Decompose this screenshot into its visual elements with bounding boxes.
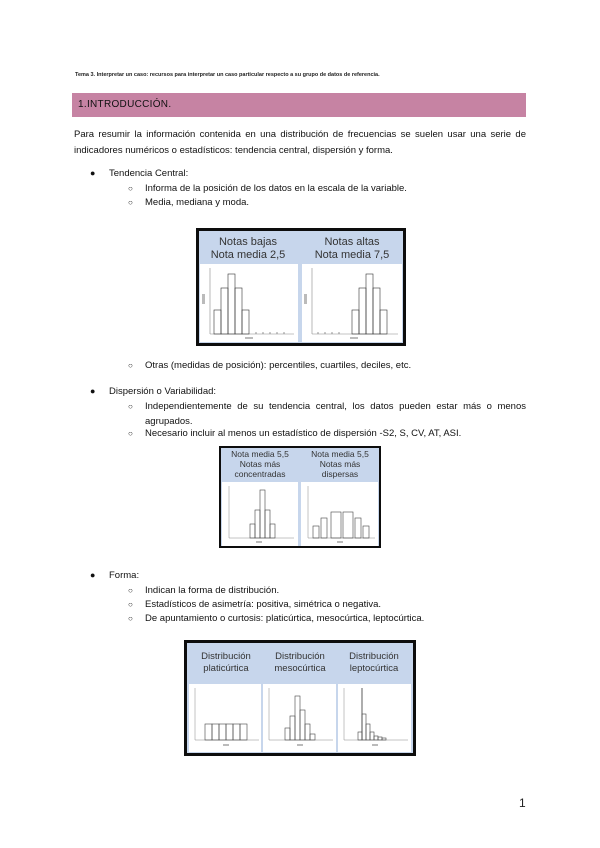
histogram-low	[200, 264, 298, 342]
bullet-circle-icon: ○	[128, 361, 133, 370]
sub-bullet-tendencia-2	[128, 195, 525, 210]
figure-caption-concentrated	[221, 449, 299, 482]
sub-bullet-dispersion-1	[128, 399, 526, 429]
section-title: 1.INTRODUCCIÓN.	[78, 99, 172, 110]
sub-bullet-text: Indican la forma de distribución.	[145, 585, 280, 596]
bullet-dot-icon: ●	[90, 570, 96, 580]
sub-bullet-forma-2	[128, 597, 525, 612]
figure-caption-leptokurtic	[338, 651, 410, 675]
header-note: Tema 3. Interpretar un caso: recursos para interpretar un caso particular respecto a su grupo de datos de referencia.	[75, 72, 380, 78]
caption-line: Notas más	[239, 459, 281, 469]
sub-bullet-forma-3	[128, 611, 525, 626]
caption-line: Nota media 7,5	[314, 249, 390, 261]
figure-caption-low	[199, 236, 297, 262]
bullet-tendencia-label: Tendencia Central:	[109, 168, 189, 179]
sub-bullet-text: Necesario incluir al menos un estadístico de dispersión -S2, S, CV, AT, ASI.	[145, 428, 462, 439]
histogram-concentrated	[222, 482, 298, 546]
bullet-dot-icon: ●	[90, 168, 96, 178]
caption-line: Nota media 5,5	[231, 449, 289, 459]
histogram-platykurtic-chart	[189, 684, 261, 752]
caption-line: platicúrtica	[203, 663, 249, 674]
bullet-circle-icon: ○	[128, 600, 133, 609]
sub-bullet-text: Otras (medidas de posición): percentiles, cuartiles, deciles, etc.	[145, 360, 412, 371]
bullet-circle-icon: ○	[128, 614, 133, 623]
bullet-circle-icon: ○	[128, 198, 133, 207]
caption-line: Distribución	[275, 651, 325, 662]
figure-caption-platykurtic	[190, 651, 262, 675]
histogram-mesokurtic-chart	[263, 684, 336, 752]
figure-kurtosis	[184, 640, 416, 756]
bullet-circle-icon: ○	[128, 586, 133, 595]
histogram-dispersed-chart	[301, 482, 378, 546]
figure-dispersion	[219, 446, 381, 548]
sub-bullet-tendencia-3	[128, 358, 525, 373]
sub-bullet-text: Independientemente de su tendencia central, los datos pueden estar más o menos agrupados.	[145, 401, 526, 427]
histogram-high-chart	[302, 264, 402, 342]
bullet-circle-icon: ○	[128, 402, 133, 411]
bullet-circle-icon: ○	[128, 184, 133, 193]
sub-bullet-text: De apuntamiento o curtosis: platicúrtica, mesocúrtica, leptocúrtica.	[145, 613, 425, 624]
figure-caption-mesokurtic	[264, 651, 336, 675]
figure-caption-dispersed	[301, 449, 379, 482]
bullet-dispersion	[90, 386, 217, 397]
caption-line: leptocúrtica	[349, 663, 399, 674]
sub-bullet-text: Estadísticos de asimetría: positiva, simétrica o negativa.	[145, 599, 382, 610]
bullet-tendencia	[90, 168, 189, 179]
histogram-leptokurtic-chart	[338, 684, 411, 752]
bullet-dot-icon: ●	[90, 386, 96, 396]
caption-line: mesocúrtica	[274, 663, 326, 674]
caption-line: Notas bajas	[218, 236, 278, 248]
caption-line: Nota media 5,5	[311, 449, 369, 459]
figure-central-tendency	[196, 228, 406, 346]
intro-paragraph: Para resumir la información contenida en una distribución de frecuencias se suelen usar una serie de indicadores numéricos o estadísticos: tendencia central, dispersión y forma.	[74, 129, 526, 156]
sub-bullet-text: Informa de la posición de los datos en la escala de la variable.	[145, 183, 407, 194]
bullet-forma-label: Forma:	[109, 570, 140, 581]
histogram-low-chart	[200, 264, 298, 342]
caption-line: Distribución	[349, 651, 399, 662]
bullet-circle-icon: ○	[128, 429, 133, 438]
sub-bullet-forma-1	[128, 583, 525, 598]
caption-line: Notas más	[319, 459, 361, 469]
caption-line: dispersas	[321, 469, 359, 479]
histogram-mesokurtic	[263, 684, 336, 752]
page-number: 1	[519, 796, 526, 810]
bullet-forma	[90, 570, 140, 581]
histogram-concentrated-chart	[222, 482, 298, 546]
caption-line: Nota media 2,5	[210, 249, 286, 261]
caption-line: Notas altas	[324, 236, 380, 248]
histogram-leptokurtic	[338, 684, 411, 752]
figure-caption-high	[302, 236, 402, 262]
caption-line: concentradas	[234, 469, 286, 479]
sub-bullet-tendencia-1	[128, 181, 525, 196]
sub-bullet-text: Media, mediana y moda.	[145, 197, 250, 208]
sub-bullet-dispersion-2	[128, 426, 526, 441]
caption-line: Distribución	[201, 651, 251, 662]
histogram-high	[302, 264, 402, 342]
bullet-dispersion-label: Dispersión o Variabilidad:	[109, 386, 217, 397]
histogram-platykurtic	[189, 684, 261, 752]
histogram-dispersed	[301, 482, 378, 546]
